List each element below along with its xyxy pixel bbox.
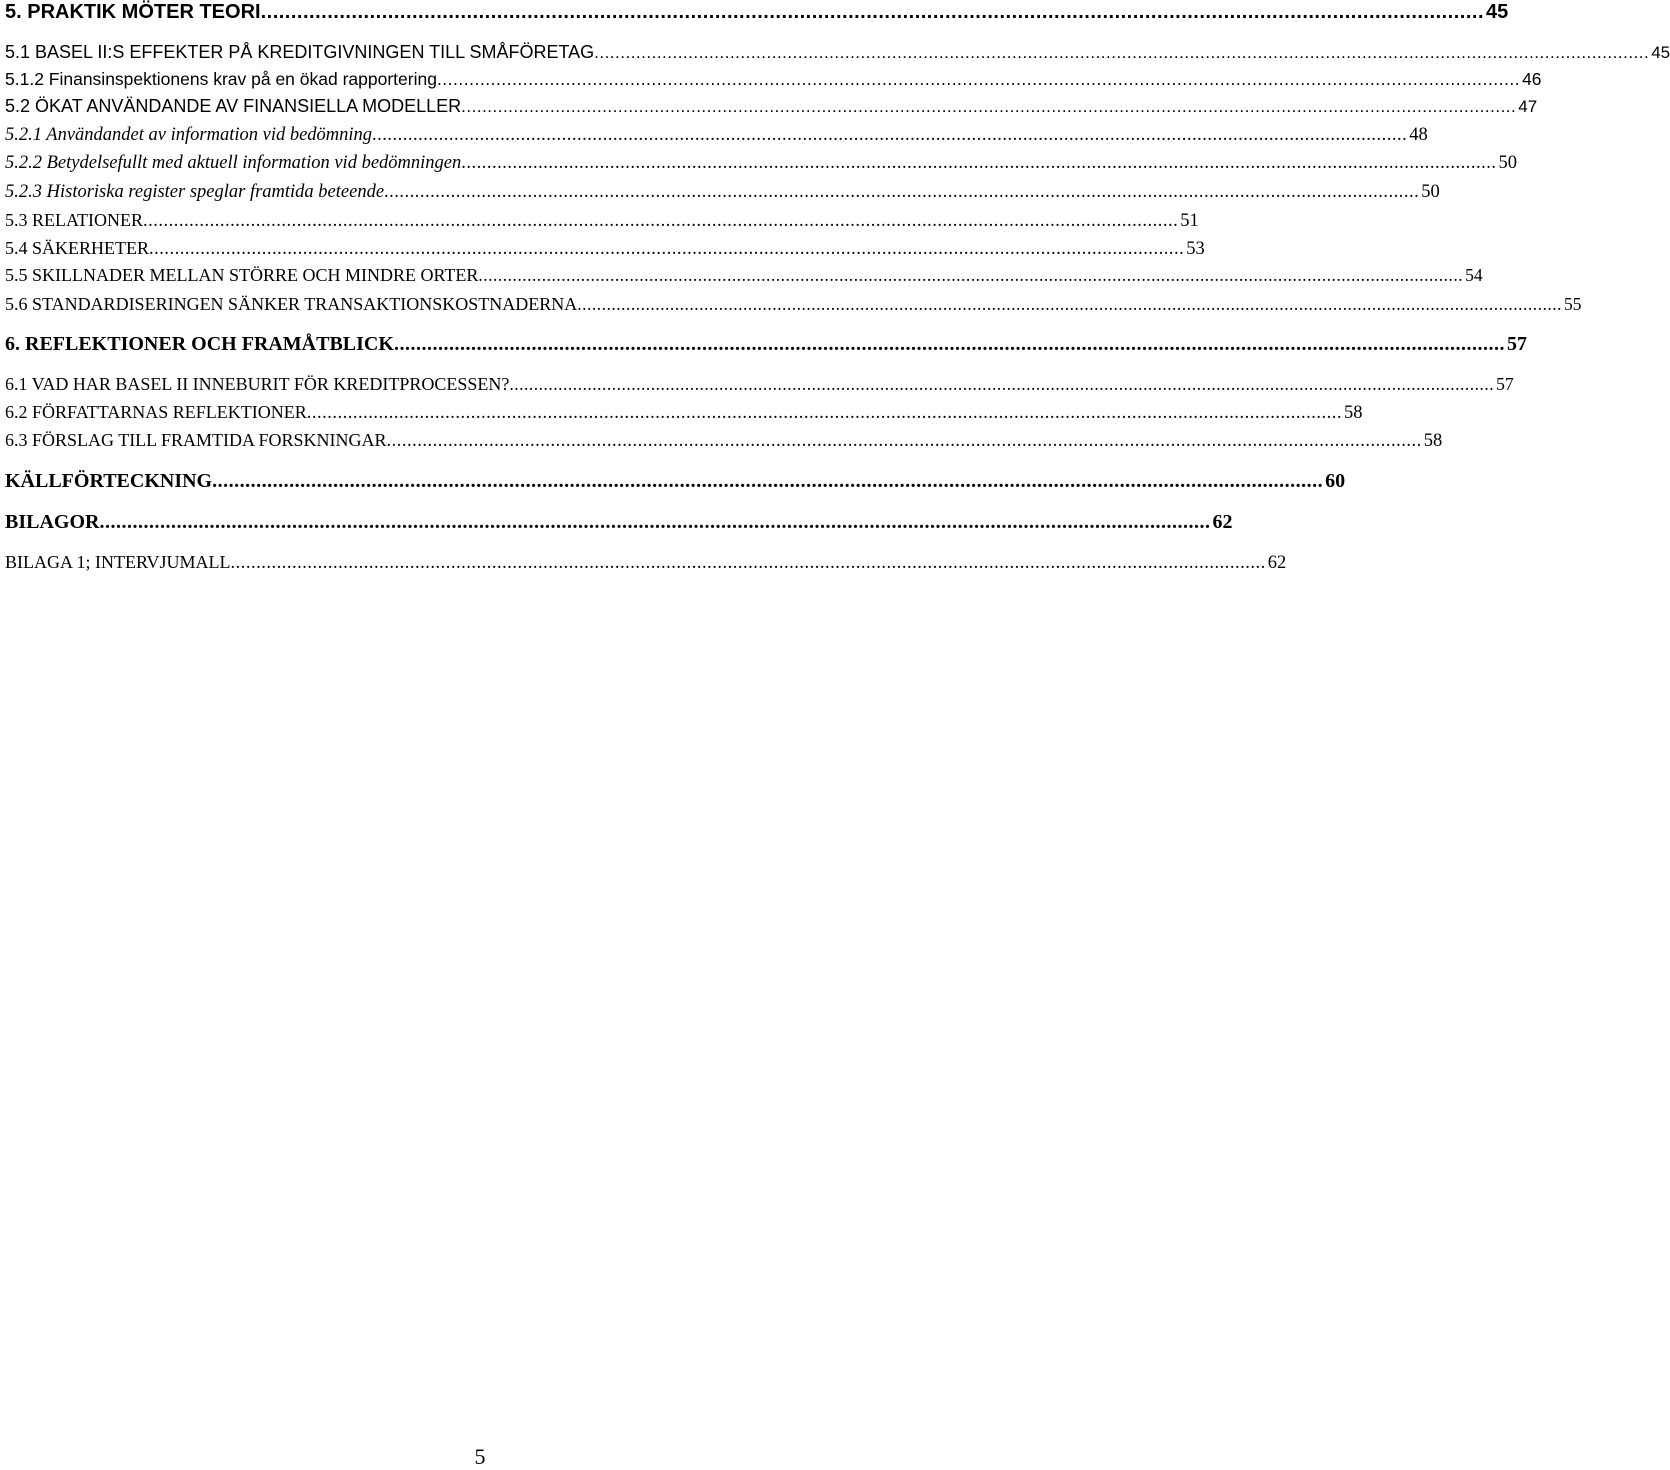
toc-entry-label: 5.1 BASEL II:S EFFEKTER PÅ KREDITGIVNINGEN TILL SMÅFÖRETAG (5, 42, 595, 62)
toc-entry[interactable] (5, 469, 1346, 493)
toc-leader-dots: .......................................................................................................................................................................................................... (143, 211, 1179, 231)
toc-entry-label: KÄLLFÖRTECKNING (5, 470, 213, 492)
toc-entry-label: 5.2.1 Användandet av information vid bedömning (5, 125, 373, 145)
toc-entry-label: 5.6 STANDARDISERINGEN SÄNKER TRANSAKTIONSKOSTNADERNA (5, 294, 578, 314)
toc-entry-label: BILAGOR (5, 511, 100, 533)
toc-leader-dots: .......................................................................................................................................................................................................... (436, 69, 1521, 89)
toc-leader-dots: .......................................................................................................................................................................................................... (149, 239, 1185, 259)
toc-entry-page: 50 (1421, 182, 1440, 202)
toc-entry[interactable] (5, 151, 1517, 175)
toc-entry-label: 5. PRAKTIK MÖTER TEORI (5, 1, 261, 23)
toc-entry-label: 5.4 SÄKERHETER (5, 238, 149, 258)
toc-entry-page: 62 (1212, 511, 1233, 533)
toc-entry-label: 6.2 FÖRFATTARNAS REFLEKTIONER (5, 402, 307, 422)
toc-leader-dots: .......................................................................................................................................................................................................... (509, 374, 1495, 394)
toc-entry[interactable] (5, 428, 1443, 453)
toc-entry-label: 5.3 RELATIONER (5, 210, 143, 230)
toc-entry-label: 5.5 SKILLNADER MELLAN STÖRRE OCH MINDRE ORTER (5, 265, 479, 285)
toc-entry[interactable] (5, 292, 1582, 316)
toc-entry-page: 51 (1180, 211, 1199, 231)
toc-entry-page: 57 (1506, 333, 1527, 355)
toc-entry[interactable] (5, 67, 1542, 91)
toc-leader-dots: .......................................................................................................................................................................................................... (212, 470, 1324, 492)
toc-entry[interactable] (5, 263, 1483, 287)
toc-entry-page: 62 (1267, 553, 1287, 573)
toc-entry[interactable] (5, 400, 1363, 425)
toc-entry-page: 48 (1409, 125, 1428, 145)
toc-entry-page: 57 (1496, 374, 1514, 394)
toc-entry-label: 6.1 VAD HAR BASEL II INNEBURIT FÖR KREDITPROCESSEN? (5, 374, 510, 394)
toc-entry-page: 47 (1518, 97, 1538, 116)
toc-entry-page: 45 (1486, 1, 1509, 23)
toc-entry[interactable] (5, 332, 1527, 356)
toc-entry-label: 5.2.2 Betydelsefullt med aktuell information vid bedömningen (5, 153, 462, 173)
toc-entry-page: 58 (1344, 403, 1363, 423)
toc-entry[interactable] (5, 510, 1233, 534)
toc-entry[interactable] (5, 40, 1670, 65)
toc-leader-dots: .......................................................................................................................................................................................................... (230, 553, 1266, 573)
toc-entry-page: 58 (1423, 431, 1443, 451)
toc-leader-dots: .......................................................................................................................................................................................................... (461, 153, 1497, 173)
toc-entry-label: BILAGA 1; INTERVJUMALL (5, 552, 231, 572)
toc-leader-dots: .......................................................................................................................................................................................................... (306, 403, 1342, 423)
toc-entry[interactable] (5, 123, 1428, 147)
toc-entry[interactable] (5, 0, 1509, 24)
toc-leader-dots: .......................................................................................................................................................................................................... (461, 97, 1517, 116)
toc-leader-dots: .......................................................................................................................................................................................................... (99, 511, 1211, 533)
toc-leader-dots: .......................................................................................................................................................................................................... (384, 182, 1420, 202)
toc-entry-label: 5.1.2 Finansinspektionens krav på en ökad rapportering (5, 69, 437, 89)
toc-entry-label: 6.3 FÖRSLAG TILL FRAMTIDA FORSKNINGAR (5, 430, 387, 450)
toc-leader-dots: .......................................................................................................................................................................................................... (478, 265, 1464, 285)
toc-entry-page: 55 (1564, 294, 1582, 314)
toc-leader-dots: .......................................................................................................................................................................................................... (260, 1, 1485, 23)
toc-entry-page: 53 (1186, 239, 1205, 259)
toc-entry[interactable] (5, 208, 1199, 233)
toc-entry[interactable] (5, 236, 1205, 261)
toc-entry-label: 6. REFLEKTIONER OCH FRAMÅTBLICK (5, 333, 394, 355)
toc-leader-dots: .......................................................................................................................................................................................................... (372, 125, 1408, 145)
toc-entry-page: 46 (1522, 69, 1542, 89)
toc-entry[interactable] (5, 372, 1514, 396)
toc-leader-dots: .......................................................................................................................................................................................................... (594, 43, 1650, 62)
toc-entry-page: 50 (1498, 153, 1517, 173)
toc-entry-page: 45 (1651, 43, 1670, 62)
toc-entry-label: 5.2.3 Historiska register speglar framtida beteende (5, 182, 385, 202)
page-number: 5 (474, 1444, 486, 1469)
toc-entry[interactable] (5, 94, 1538, 119)
toc-leader-dots: .......................................................................................................................................................................................................... (386, 431, 1422, 451)
toc-entry[interactable] (5, 180, 1440, 204)
toc-entry[interactable] (5, 550, 1287, 575)
toc-leader-dots: .......................................................................................................................................................................................................... (393, 333, 1505, 355)
toc-entry-page: 60 (1325, 470, 1346, 492)
toc-entry-label: 5.2 ÖKAT ANVÄNDANDE AV FINANSIELLA MODELLER (5, 96, 462, 116)
toc-entry-page: 54 (1465, 265, 1483, 285)
toc-leader-dots: .......................................................................................................................................................................................................... (577, 294, 1562, 314)
